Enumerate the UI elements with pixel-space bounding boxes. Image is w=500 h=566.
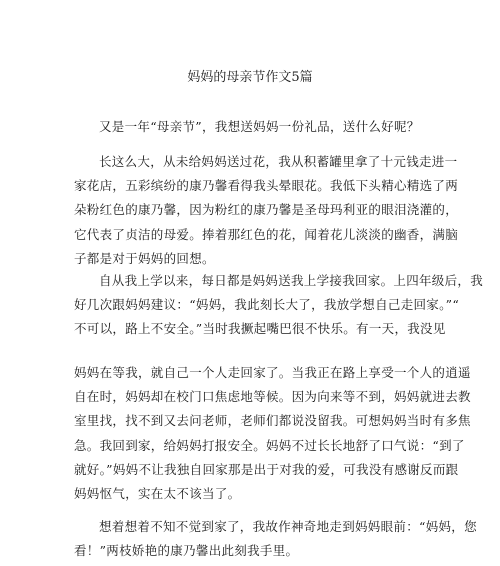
text-line: 就好。”妈妈不让我独自回家那是出于对我的爱，可我没有感谢反而跟	[74, 461, 459, 477]
paragraph-2	[74, 150, 459, 271]
text-line: 它代表了贞洁的母爱。捧着那红色的花，闻着花儿淡淡的幽香，满脑	[74, 226, 459, 242]
paragraph-5	[74, 515, 477, 563]
text-line: 妈妈在等我，就自己一个人走回家了。当我正在路上享受一个人的逍遥	[74, 365, 471, 380]
document-title: 妈妈的母亲节作文5篇	[187, 70, 313, 85]
text-line: 朵粉红色的康乃馨，因为粉红的康乃馨是圣母玛利亚的眼泪浇灌的，	[74, 202, 459, 218]
text-line: 自在时，妈妈却在校门口焦虑地等候。因为向来等不到，妈妈就进去教	[74, 389, 471, 405]
text-line: 想着想着不知不觉到家了，我故作神奇地走到妈妈眼前：“妈妈，您	[99, 519, 477, 534]
paragraph-1	[74, 115, 446, 139]
text-line: 妈妈怄气，实在太不该当了。	[74, 486, 241, 502]
text-line: 室里找，找不到又去问老师，老师们都说没留我。可想妈妈当时有多焦	[74, 413, 471, 429]
text-line: 看！”两枝娇艳的康乃馨出此刻我手里。	[74, 543, 299, 559]
text-line: 家花店，五彩缤纷的康乃馨看得我头晕眼花。我低下头精心精选了两	[74, 178, 459, 194]
text-line: 不可以，路上不安全。”当时我撅起嘴巴很不快乐。有一天，我没见	[74, 321, 446, 337]
text-line: 又是一年“母亲节”，我想送妈妈一份礼品，送什么好呢？	[99, 119, 420, 134]
text-line: 急。我回到家，给妈妈打报安全。妈妈不过长长地舒了口气说：“到了	[74, 437, 465, 453]
paragraph-3	[74, 269, 484, 342]
text-line: 长这么大，从未给妈妈送过花，我从积蓄罐里拿了十元钱走进一	[99, 154, 458, 169]
text-line: 自从我上学以来，每日都是妈妈送我上学接我回家。上四年级后，我	[99, 273, 484, 288]
text-line: 好几次跟妈妈建议：“妈妈，我此刻长大了，我放学想自己走回家。”“	[74, 297, 460, 313]
paragraph-4	[74, 361, 471, 506]
text-line: 子都是对于妈妈的回想。	[74, 250, 215, 266]
